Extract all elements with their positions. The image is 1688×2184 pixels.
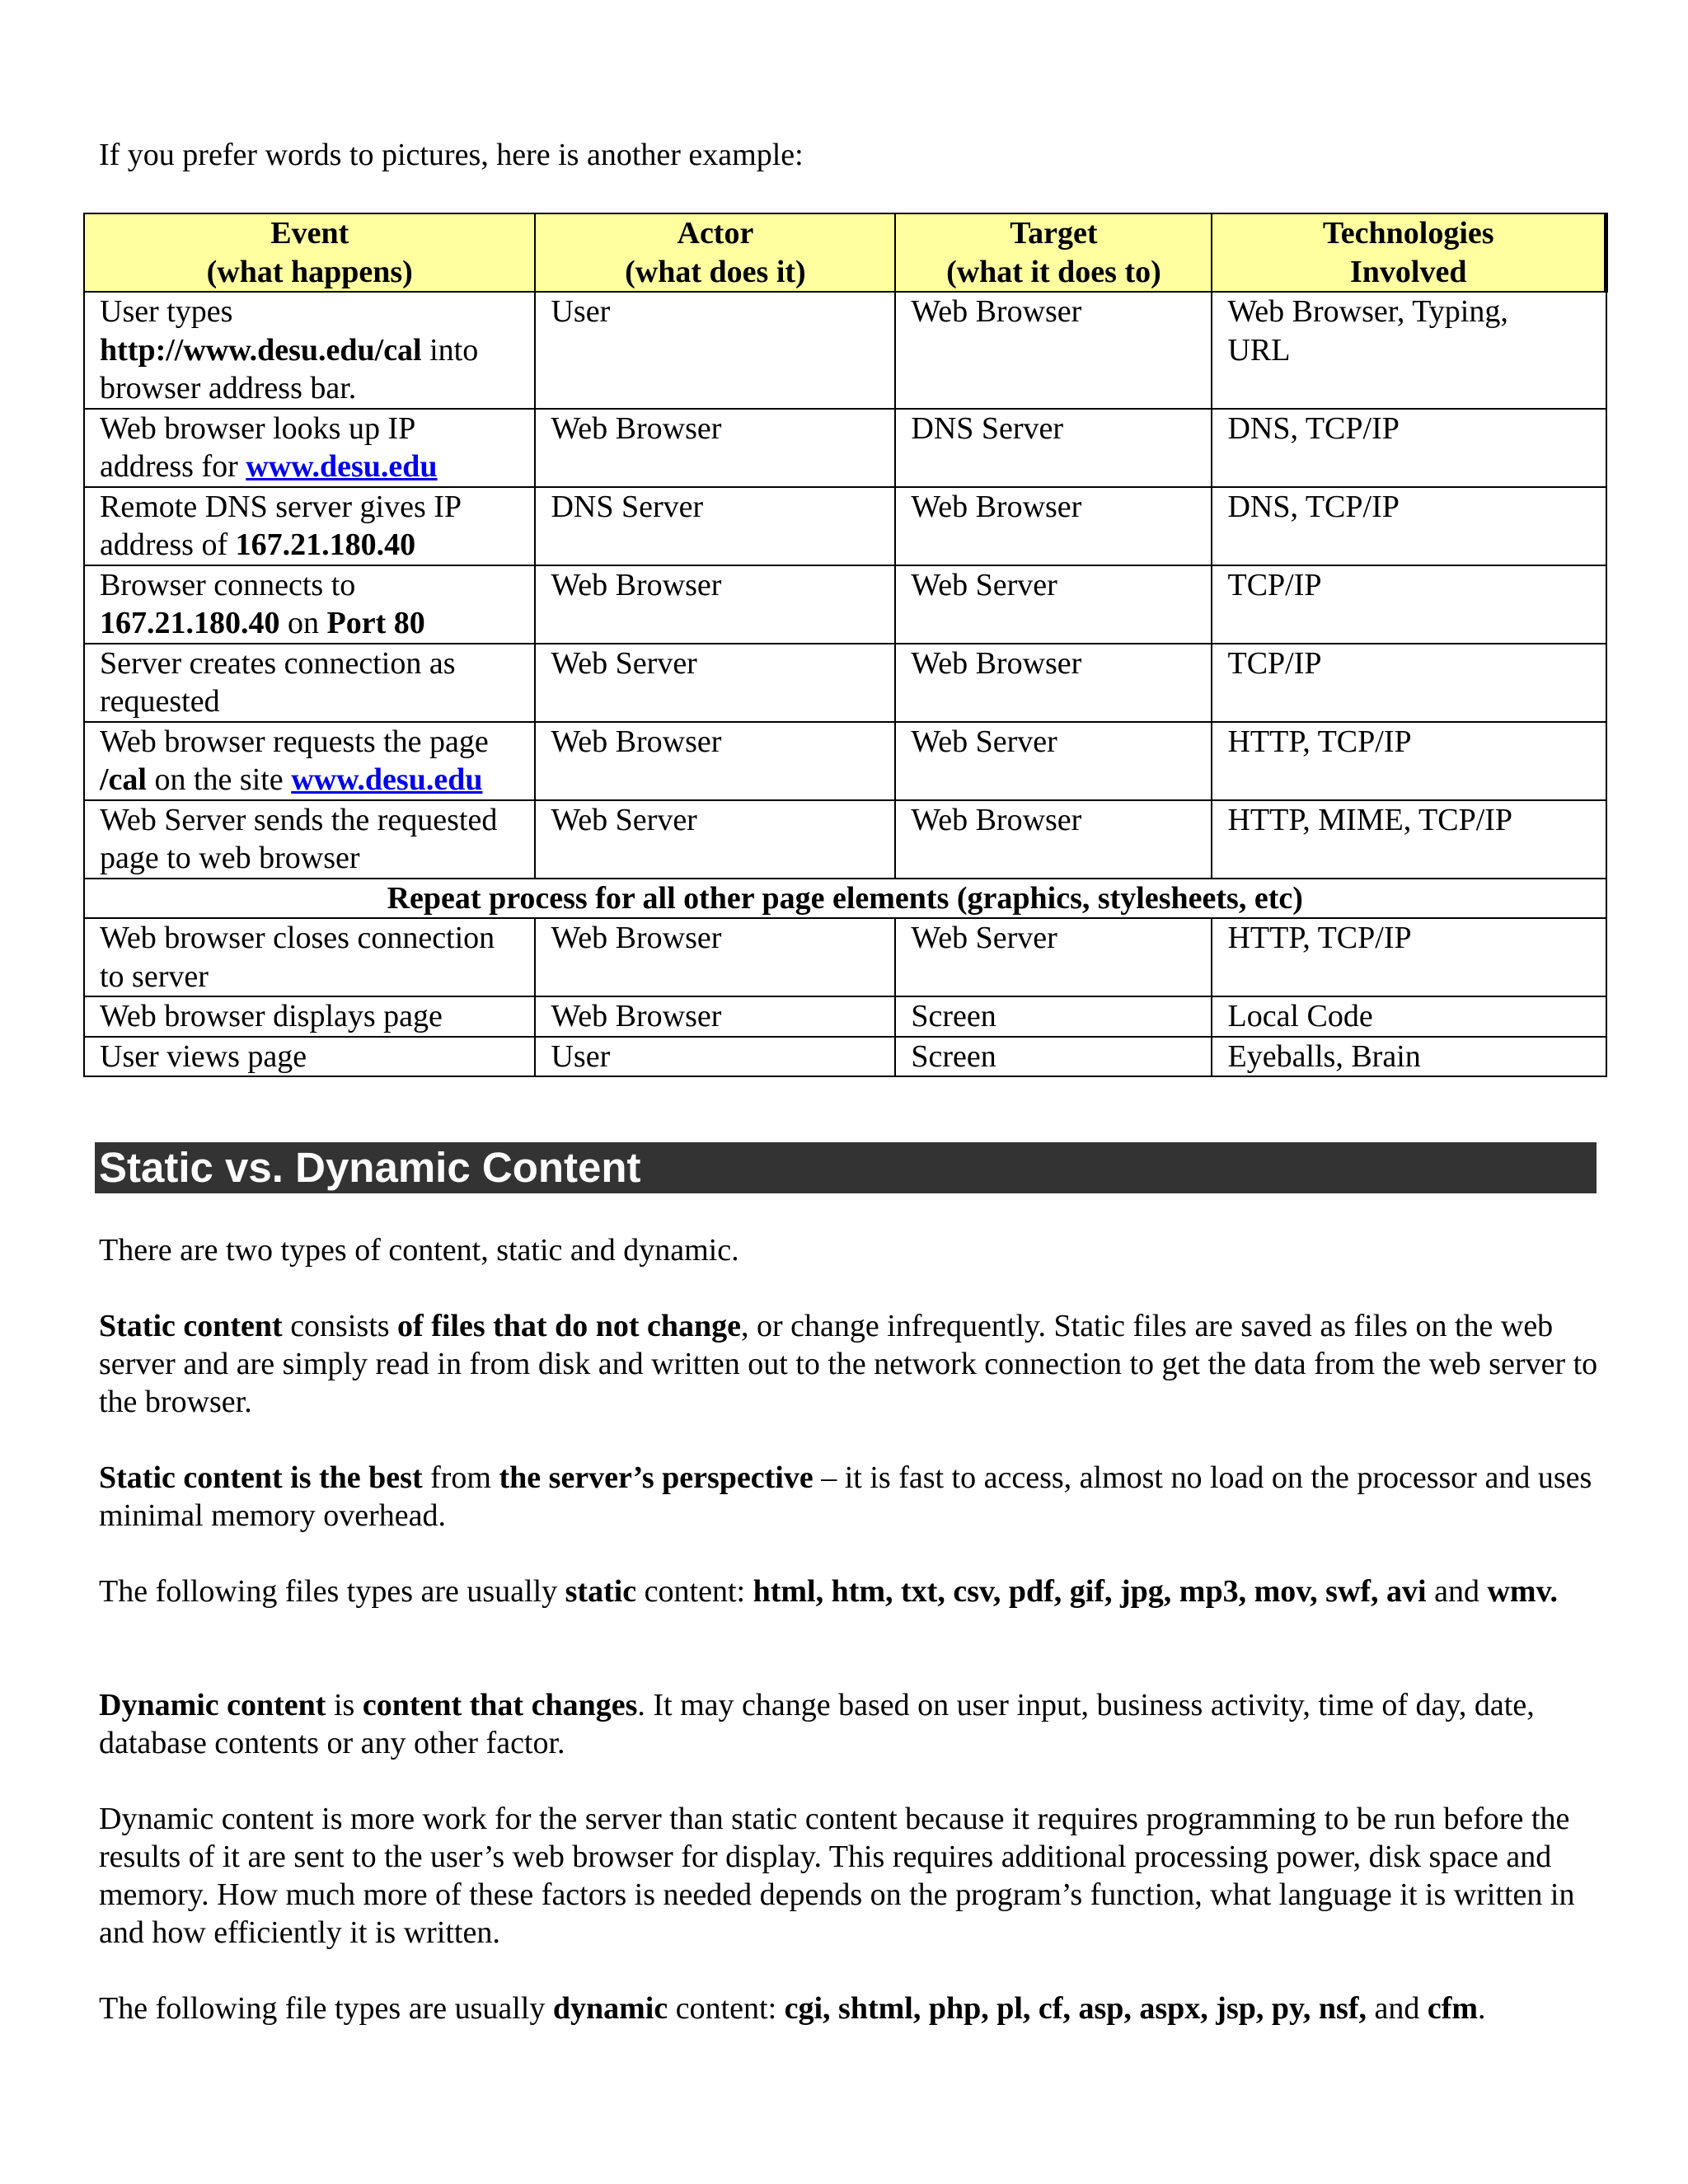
table-row (84, 918, 1606, 996)
section-title: Static vs. Dynamic Content (99, 1144, 641, 1191)
header-actor: Actor (what does it) (535, 213, 895, 292)
table-row (84, 800, 1606, 879)
target-cell: Screen (895, 1037, 1212, 1077)
table-row (84, 292, 1606, 409)
table-row (84, 409, 1606, 487)
paragraph-content-types: There are two types of content, static and dynamic. (99, 1233, 739, 1268)
repeat-process-row (84, 879, 1606, 919)
table-row (84, 1037, 1606, 1077)
table-row (84, 722, 1606, 800)
target-cell: Web Browser (895, 800, 1212, 879)
tech-cell: TCP/IP (1212, 644, 1606, 722)
actor-cell: Web Browser (535, 996, 895, 1037)
table-row (84, 487, 1606, 565)
tech-cell: TCP/IP (1212, 565, 1606, 644)
intro-text: If you prefer words to pictures, here is another example: (99, 138, 804, 172)
target-cell: Screen (895, 996, 1212, 1037)
paragraph-dynamic-work: Dynamic content is more work for the server than static content because it requires programming to be run before the results of it are sent to the user’s web browser for display. This requires additional processing power, disk space and memory. How much more of these factors is needed depends on the program’s function, what language it is written in and how efficiently it is written. (99, 1802, 1575, 1950)
actor-cell: DNS Server (535, 487, 895, 565)
table-row (84, 996, 1606, 1037)
actor-cell: Web Browser (535, 918, 895, 996)
tech-cell: DNS, TCP/IP (1212, 409, 1606, 487)
paragraph-static-best: Static content is the best from the server’s perspective – it is fast to access, almost no load on the processor and uses minimal memory overhead. (99, 1460, 1592, 1533)
event-cell: Web browser looks up IP address for www.desu.edu (84, 409, 535, 487)
event-cell: User types http://www.desu.edu/cal into browser address bar. (84, 292, 535, 409)
actor-cell: Web Browser (535, 722, 895, 800)
paragraph-static-content: Static content consists of files that do not change, or change infrequently. Static files are saved as files on the web server and are simply read in from disk and written out to the network connection to get the data from the web server to the browser. (99, 1309, 1598, 1419)
paragraph-dynamic-content: Dynamic content is content that changes. It may change based on user input, business activity, time of day, date, database contents or any other factor. (99, 1688, 1535, 1760)
target-cell: Web Server (895, 722, 1212, 800)
event-cell: Remote DNS server gives IP address of 167.21.180.40 (84, 487, 535, 565)
target-cell: DNS Server (895, 409, 1212, 487)
header-target: Target (what it does to) (895, 213, 1212, 292)
actor-cell: User (535, 1037, 895, 1077)
header-event: Event (what happens) (84, 213, 535, 292)
paragraph-dynamic-file-types: The following file types are usually dynamic content: cgi, shtml, php, pl, cf, asp, aspx, jsp, py, nsf, and cfm. (99, 1991, 1486, 2026)
table-header-row (84, 213, 1606, 292)
target-cell: Web Browser (895, 292, 1212, 409)
event-cell: Server creates connection as requested (84, 644, 535, 722)
event-cell: User views page (84, 1037, 535, 1077)
target-cell: Web Browser (895, 487, 1212, 565)
repeat-process-note: Repeat process for all other page elements (graphics, stylesheets, etc) (84, 879, 1606, 919)
tech-cell: Web Browser, Typing, URL (1212, 292, 1606, 409)
tech-cell: DNS, TCP/IP (1212, 487, 1606, 565)
actor-cell: Web Browser (535, 409, 895, 487)
desu-link[interactable]: www.desu.edu (291, 762, 483, 797)
table-row (84, 644, 1606, 722)
actor-cell: Web Server (535, 800, 895, 879)
tech-cell: HTTP, TCP/IP (1212, 918, 1606, 996)
event-cell: Web browser closes connection to server (84, 918, 535, 996)
tech-cell: Eyeballs, Brain (1212, 1037, 1606, 1077)
event-cell: Web Server sends the requested page to web browser (84, 800, 535, 879)
target-cell: Web Browser (895, 644, 1212, 722)
header-technologies: Technologies Involved (1212, 213, 1606, 292)
actor-cell: Web Browser (535, 565, 895, 644)
actor-cell: User (535, 292, 895, 409)
paragraph-static-file-types: The following files types are usually static content: html, htm, txt, csv, pdf, gif, jpg, mp3, mov, swf, avi and wmv. (99, 1574, 1558, 1609)
table-row (84, 565, 1606, 644)
actor-cell: Web Server (535, 644, 895, 722)
event-cell: Browser connects to 167.21.180.40 on Port 80 (84, 565, 535, 644)
desu-link[interactable]: www.desu.edu (246, 449, 438, 484)
tech-cell: HTTP, MIME, TCP/IP (1212, 800, 1606, 879)
tech-cell: HTTP, TCP/IP (1212, 722, 1606, 800)
request-flow-table (83, 213, 1608, 1077)
event-cell: Web browser displays page (84, 996, 535, 1037)
event-cell: Web browser requests the page /cal on the site www.desu.edu (84, 722, 535, 800)
target-cell: Web Server (895, 565, 1212, 644)
target-cell: Web Server (895, 918, 1212, 996)
tech-cell: Local Code (1212, 996, 1606, 1037)
